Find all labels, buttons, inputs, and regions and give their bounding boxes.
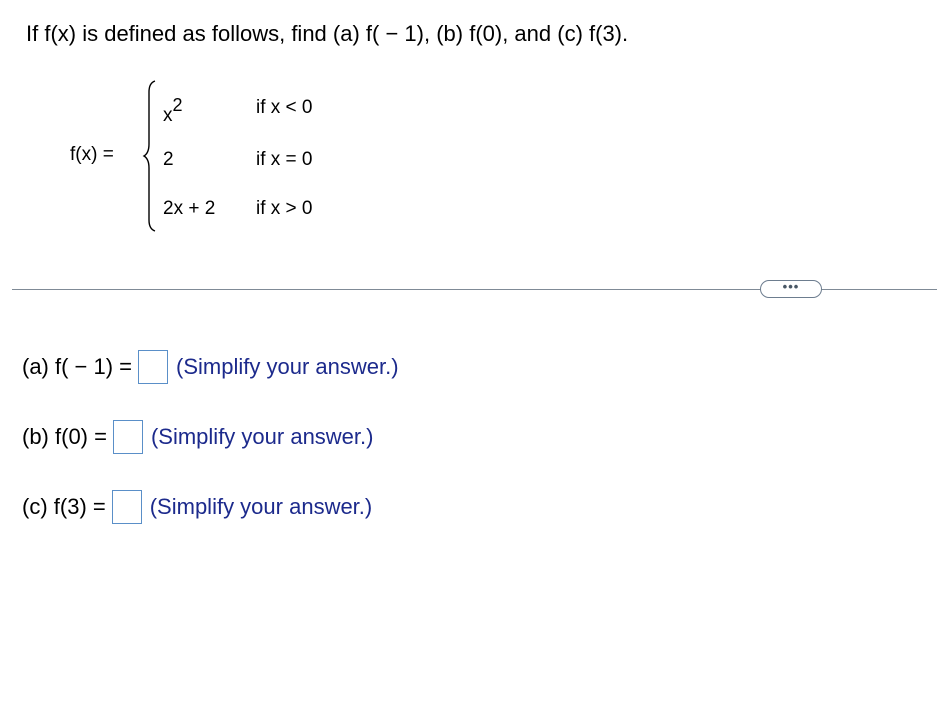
answer-c-hint: (Simplify your answer.) (149, 494, 373, 519)
piece-2-condition: if x = 0 (256, 149, 313, 170)
piece-1-expression (163, 95, 183, 126)
piece-1-exponent: 2 (172, 95, 183, 115)
piece-2-expression: 2 (163, 149, 174, 170)
answer-row-a (22, 349, 399, 385)
answer-a-hint: (Simplify your answer.) (176, 354, 399, 379)
piece-1-condition: if x < 0 (256, 97, 313, 118)
left-brace-icon (142, 80, 158, 232)
piece-1-base: x (163, 105, 173, 126)
answer-a-label: (a) f( − 1) = (22, 354, 133, 379)
answer-c-label: (c) f(3) = (22, 494, 106, 519)
answer-b-hint: (Simplify your answer.) (150, 424, 374, 449)
answer-a-input[interactable] (138, 350, 168, 384)
function-label: f(x) = (70, 144, 114, 165)
piece-3-expression: 2x + 2 (163, 198, 216, 219)
piece-3-condition: if x > 0 (256, 198, 313, 219)
answer-row-c (22, 489, 372, 525)
more-options-button[interactable] (760, 280, 822, 298)
answer-c-input[interactable] (112, 490, 142, 524)
ellipsis-icon: ••• (782, 278, 800, 294)
question-text: If f(x) is defined as follows, find (a) f( − 1), (b) f(0), and (c) f(3). (26, 21, 629, 46)
answer-b-input[interactable] (113, 420, 143, 454)
answer-b-label: (b) f(0) = (22, 424, 107, 449)
answer-row-b (22, 419, 373, 455)
